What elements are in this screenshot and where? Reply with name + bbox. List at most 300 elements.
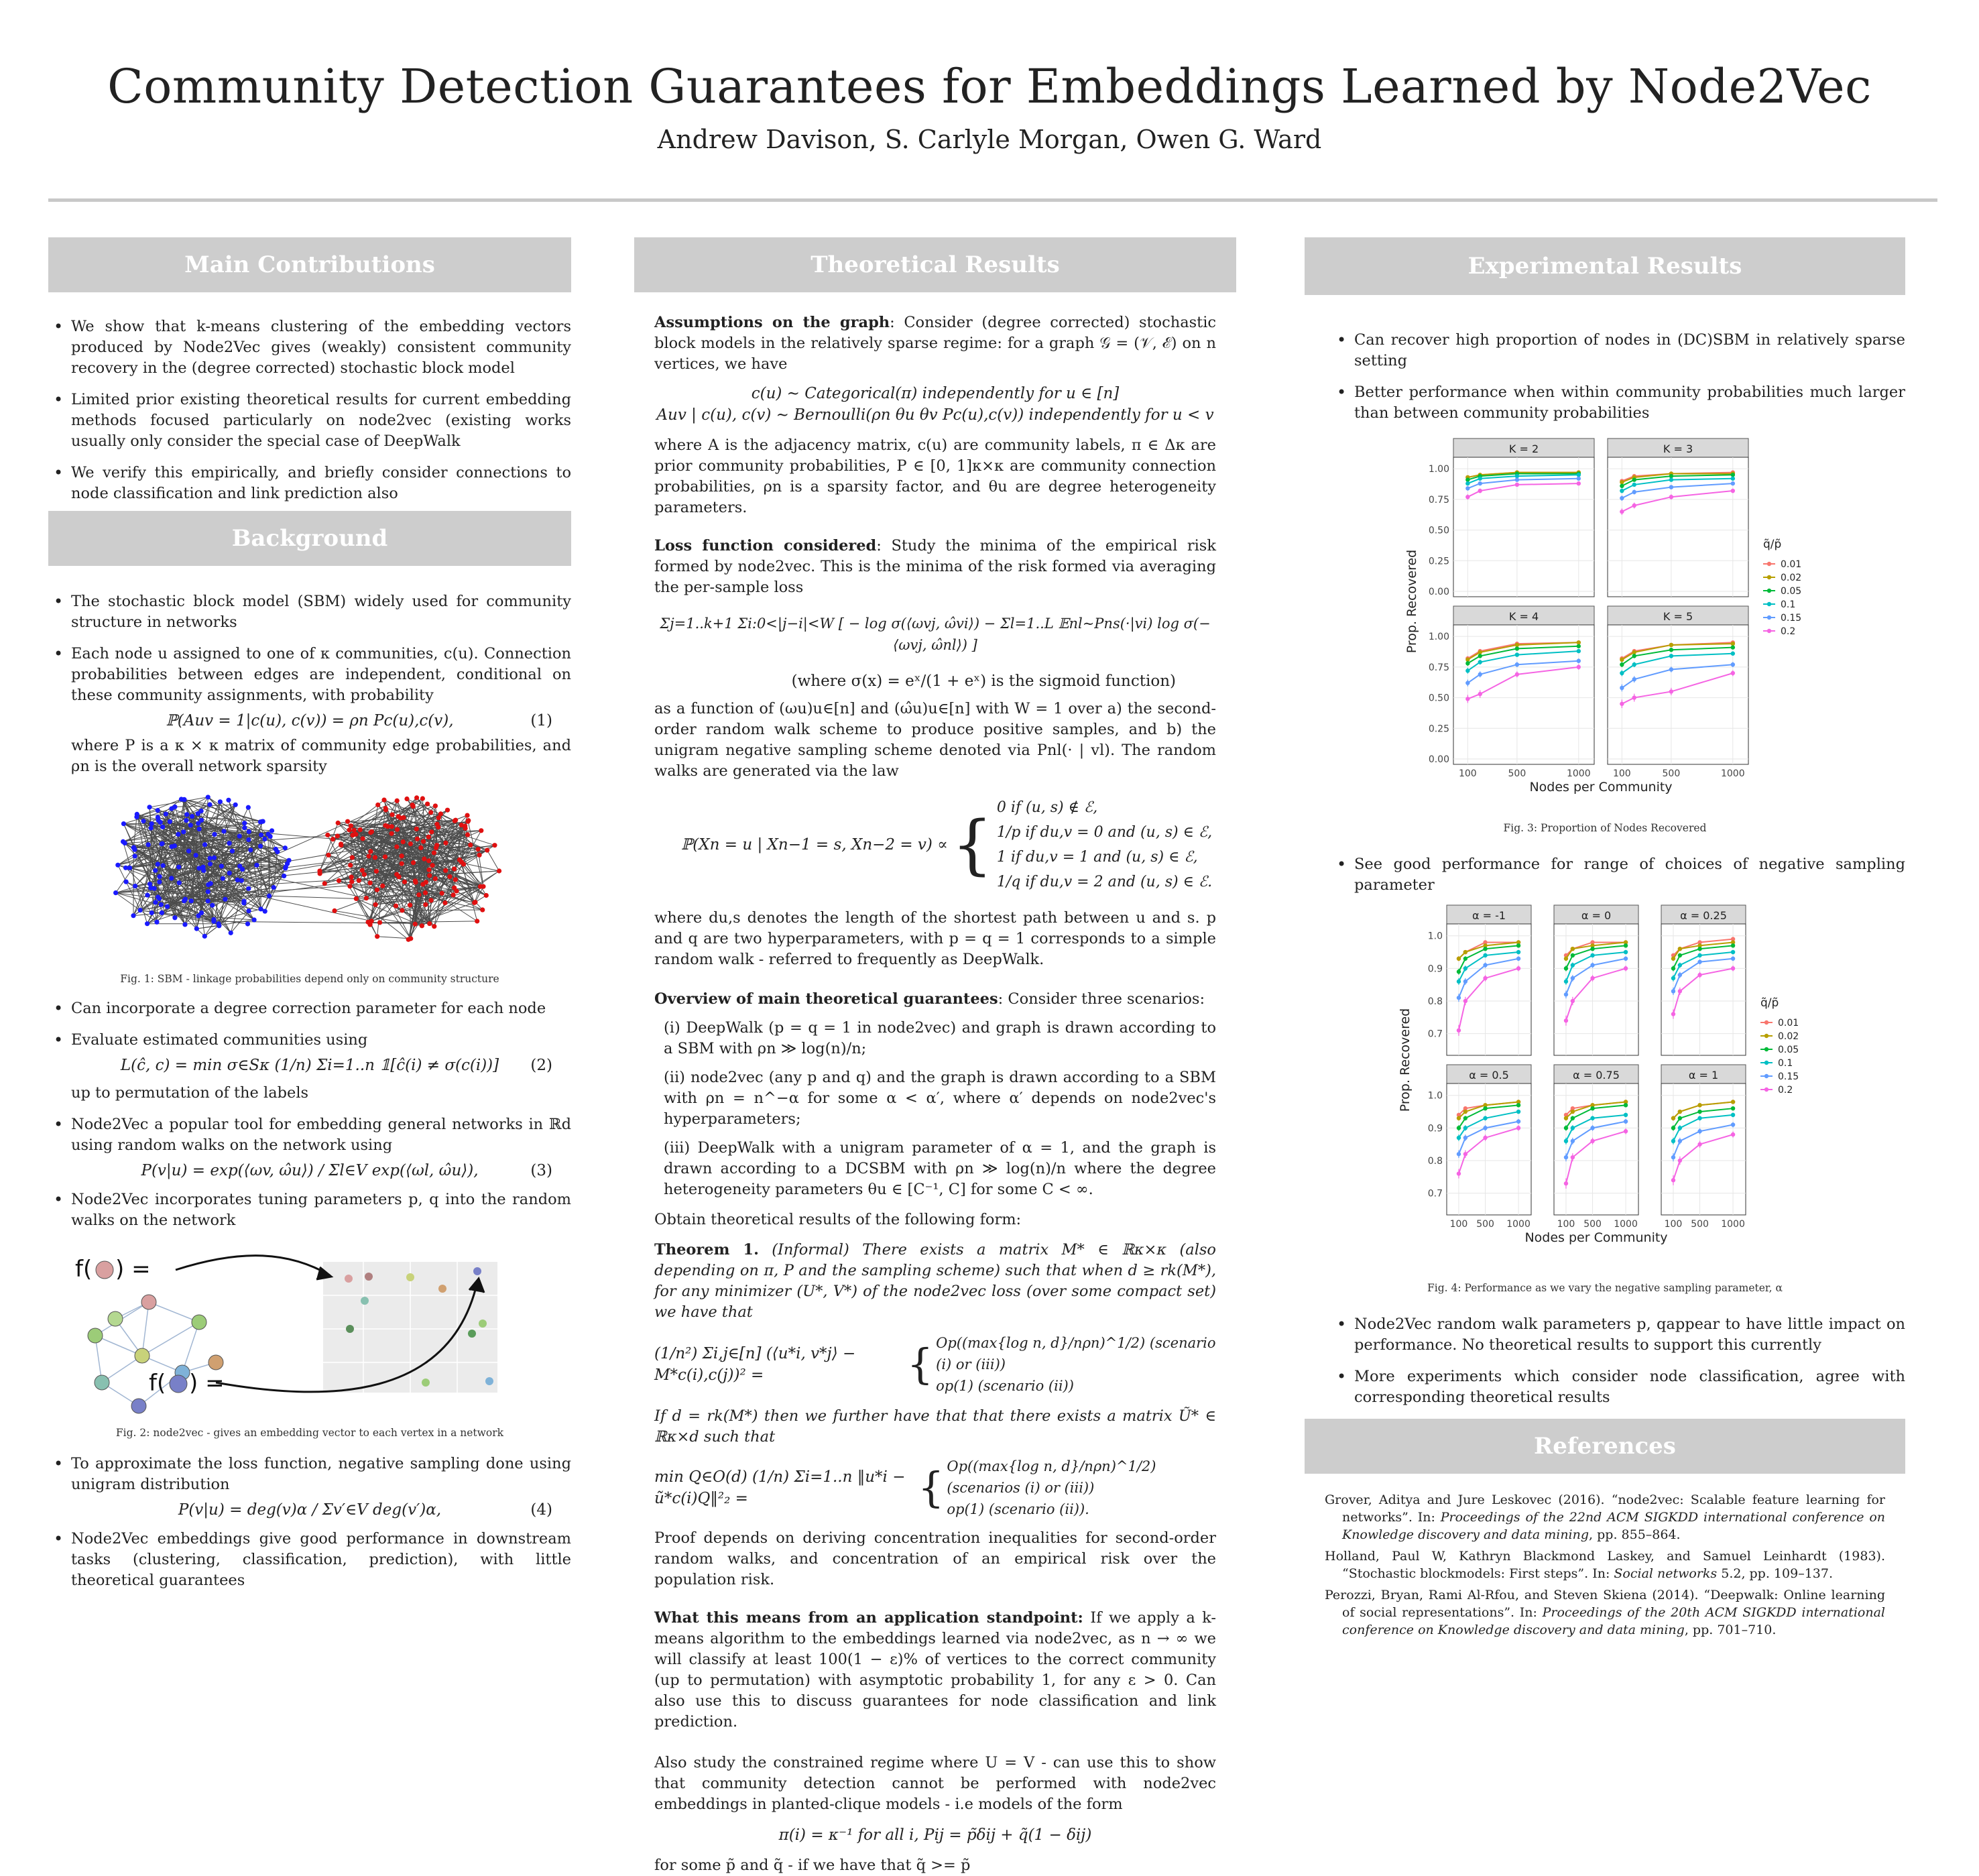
y-tick-label: 0.8 [1428,996,1443,1007]
network-node [358,827,363,832]
network-node [181,829,186,834]
network-node [373,855,377,860]
data-point [1697,973,1701,977]
network-node [477,853,481,858]
paragraph: Obtain theoretical results of the following form: [654,1210,1216,1230]
network-node [413,922,418,927]
network-node [168,819,172,824]
network-node [433,876,438,881]
bold-lead: Overview of main theoretical guarantees [654,990,998,1008]
case-line: Op((max{log n, d}/nρn)^1/2) (scenario (i) or (iii)) [936,1332,1216,1375]
data-point [1669,477,1673,481]
data-point [1678,1116,1682,1120]
network-node [400,908,404,913]
network-node [246,837,251,842]
loss-equation: Σj=1..k+1 Σi:0<|j−i|<W [ − log σ(⟨ωvj, ω̂vi⟩) − Σl=1..L 𝔼nl∼Pns(·|vi) log σ(−⟨ωvj, ω̂nl⟩) ] [654,613,1216,656]
network-node [361,836,365,841]
network-node [422,856,426,861]
data-point [1697,1116,1701,1120]
data-point [1669,474,1673,478]
reference-text: Perozzi, Bryan, Rami Al-Rfou, and Steven Skiena (2014). “Deepwalk: Online learning of social representations”. In: [1325,1588,1885,1620]
network-node [258,819,263,824]
network-node [190,814,194,819]
data-point [1678,1159,1682,1163]
equation-number: (2) [530,1055,552,1076]
y-tick-label: 0.8 [1428,1156,1443,1167]
bold-lead: Loss function considered [654,537,876,554]
data-point [1463,999,1467,1003]
equation-text: L(ĉ, c) = min σ∈Sκ (1/n) Σi=1..n 𝟙[ĉ(i) ≠ σ(c(i))] [121,1057,499,1074]
network-node [265,832,270,837]
function-label-1-end: ) = [115,1256,151,1283]
network-node [247,829,251,834]
scenario-list [654,1018,1216,1200]
network-node [258,843,263,848]
function-label-2: f( [149,1370,166,1397]
data-point [1697,1142,1701,1147]
data-point [1463,1116,1467,1120]
data-point [1516,1126,1520,1130]
network-node [325,833,330,837]
network-node [200,865,205,870]
network-node [182,797,186,802]
network-node [161,863,166,868]
left-column [48,237,571,1602]
network-node [194,927,199,931]
sbm-network-figure [48,786,571,968]
case-line: op(1) (scenario (ii)) [936,1375,1216,1397]
network-node [157,880,162,884]
data-point [1697,947,1701,951]
data-point [1483,1126,1487,1130]
legend-label: 0.02 [1781,573,1801,583]
data-point [1457,970,1461,974]
data-point [1515,483,1519,487]
data-point [1669,495,1673,499]
legend-label: 0.15 [1778,1071,1799,1082]
data-point [1577,665,1581,669]
data-point [1457,980,1461,984]
network-node [226,798,231,803]
data-point [1577,477,1581,481]
network-node [242,821,247,825]
network-node [227,871,232,876]
data-point [1620,702,1624,706]
data-point [1669,643,1673,647]
network-node [322,881,327,886]
case-line: op(1) (scenario (ii)). [947,1499,1216,1520]
data-point [1731,489,1735,493]
data-point [1564,1155,1568,1159]
network-node [394,844,399,849]
data-point [1465,697,1470,701]
data-point [1564,1018,1568,1022]
data-point [1731,1122,1735,1126]
network-node [212,856,217,860]
network-node [153,868,158,873]
network-node [401,839,406,844]
network-node [408,841,413,846]
scenario-item: (ii) node2vec (any p and q) and the graph is drawn according to a SBM with ρn = n^−α for some α < α′, where α′ depends on node2vec's hyperparameters; [664,1067,1216,1130]
network-node [242,825,247,830]
network-node [274,847,278,852]
network-node [134,815,139,819]
data-point [1678,989,1682,993]
legend-swatch-point [1764,1061,1768,1065]
network-node [383,854,387,859]
data-point [1515,474,1519,478]
network-node [160,825,165,829]
y-tick-label: 0.00 [1429,754,1449,765]
data-point [1465,481,1470,485]
network-node [447,874,452,879]
legend-label: 0.05 [1781,586,1801,597]
data-point [1515,477,1519,481]
network-node [202,842,207,847]
x-tick-label: 1000 [1567,768,1591,779]
paragraph: as a function of (ωu)u∈[n] and (ω̂u)u∈[n] with W = 1 over a) the second-order random walk scheme to produce positive samples, and b) the unigram negative sampling scheme denoted via Pnl(· | vl). The random walks are generated via the law [654,699,1216,782]
network-node [466,818,471,823]
equation-text: P(v|u) = deg(v)α / Σv′∈V deg(v′)α, [178,1501,441,1519]
network-node [207,802,212,807]
network-node [401,815,406,820]
data-point [1731,1106,1735,1110]
facet-label: K = 4 [1509,610,1539,623]
network-edge [269,896,357,898]
data-point [1463,1110,1467,1114]
network-node [389,812,394,817]
data-point [1465,495,1470,499]
data-point [1697,953,1701,957]
data-point [1678,953,1682,957]
data-point [1463,1126,1467,1130]
network-node [420,882,425,886]
paragraph-text: : Study the minima of the empirical risk formed by node2vec. This is the minima of the risk formed via averaging the per-sample loss [654,537,1216,596]
network-node [375,803,380,807]
data-point [1671,1116,1675,1120]
network-node [210,903,215,908]
network-node [362,872,367,877]
network-node [259,833,263,837]
data-point [1632,477,1636,481]
network-node [131,913,135,918]
network-node [196,821,200,825]
data-point [1678,963,1682,967]
background-list-5 [48,1454,571,1495]
x-tick-label: 1000 [1721,768,1745,779]
network-edge [487,850,499,871]
data-point [1624,943,1628,947]
list-item: • Can incorporate a degree correction parameter for each node [48,998,571,1019]
network-node [121,839,125,844]
network-node [420,923,424,928]
network-node [453,877,458,882]
data-point [1678,947,1682,951]
data-point [1516,1110,1520,1114]
paragraph: where P is a κ × κ matrix of community edge probabilities, and ρn is the overall network sparsity [48,736,571,777]
network-node [440,891,444,896]
paragraph: for some p̃ and q̃ - if we have that q̃ >= p̃ [654,1855,1216,1876]
network-node [402,880,407,884]
data-point [1457,1171,1461,1175]
assumptions-paragraph [654,312,1216,375]
network-node [347,884,352,888]
network-node [121,821,126,826]
network-node [206,882,211,887]
facet-label: α = 0.25 [1680,909,1727,922]
network-node [453,818,458,823]
network-node [153,900,158,904]
data-point [1731,481,1735,485]
data-point [1571,1126,1575,1130]
network-node [246,908,251,913]
data-point [1465,477,1470,481]
x-tick-label: 100 [1557,1219,1575,1230]
network-node [400,861,404,866]
data-point [1731,662,1735,666]
network-node [216,921,221,926]
network-node [189,898,194,903]
data-point [1669,654,1673,658]
network-node [451,892,456,897]
theorem-label: Theorem 1. [654,1241,759,1258]
paragraph: where A is the adjacency matrix, c(u) are community labels, π ∈ Δκ are prior community probabilities, P ∈ [0, 1]κ×κ are community connection probabilities, ρn is a sparsity factor, and θu are degree heterogeneity parameters. [654,435,1216,518]
network-node [426,835,431,839]
network-node [377,920,382,925]
network-node [443,868,448,873]
network-node [380,884,385,888]
brace: { [907,1344,933,1385]
data-point [1678,1110,1682,1114]
case-line: 1/q if du,v = 2 and (u, s) ∈ ℰ. [997,870,1212,894]
list-item: • Can recover high proportion of nodes in (DC)SBM in relatively sparse setting [1331,330,1905,371]
facet-label: K = 3 [1663,443,1693,455]
network-node [246,886,251,891]
data-point [1465,661,1470,665]
network-node [254,863,259,868]
network-node [235,878,240,882]
reference-pages: 5.2, pp. 109–137. [1717,1566,1833,1581]
legend-label: 0.02 [1778,1031,1799,1042]
network-node [423,890,428,895]
legend-swatch-point [1764,1088,1768,1092]
data-point [1571,953,1575,957]
theorem-text: (Informal) There exists a matrix M* ∈ ℝκ×κ (also depending on π, P and the sampling scheme) such that when d ≥ rk(M*), for any minimizer (U*, V*) of the node2vec loss (over some compact set) we have that [654,1241,1216,1321]
figure-caption: Fig. 4: Performance as we vary the negative sampling parameter, α [1305,1282,1905,1294]
network-node [211,919,216,924]
data-point [1577,644,1581,648]
network-node [132,847,137,852]
network-node [369,919,374,923]
network-node [427,873,432,878]
network-node [479,828,483,833]
data-point [1731,966,1735,970]
model-equation-2: Auv | c(u), c(v) ∼ Bernoulli(ρn θu θv Pc(u),c(v)) independently for u < v [654,404,1216,426]
reference-text: Holland, Paul W, Kathryn Blackmond Laskey, and Samuel Leinhardt (1983). “Stochastic blockmodels: First steps”. In: [1325,1549,1885,1581]
network-node [188,823,193,827]
network-node [345,819,350,824]
data-point [1624,957,1628,961]
theorem-statement [654,1240,1216,1323]
network-node [336,821,341,825]
network-node [347,827,351,832]
node-glyph [96,1261,113,1279]
reference-item [1325,1547,1885,1582]
network-node [127,866,132,870]
data-point [1671,989,1675,993]
paragraph: Proof depends on deriving concentration inequalities for second-order random walks, and concentration of an empirical risk over the population risk. [654,1528,1216,1590]
network-node [364,896,369,900]
y-tick-label: 0.00 [1429,587,1449,597]
data-point [1671,1012,1675,1016]
y-tick-label: 1.00 [1429,632,1449,642]
application-paragraph [654,1608,1216,1733]
legend-swatch-point [1764,1074,1768,1078]
network-node [414,827,419,831]
data-point [1478,672,1482,677]
network-node [156,862,160,866]
network-node [160,841,164,846]
data-point [1571,1116,1575,1120]
data-point [1478,692,1482,696]
data-point [1731,943,1735,947]
network-node [156,815,160,819]
data-point [1671,957,1675,961]
network-node [230,849,235,854]
network-node [492,843,497,847]
network-node [184,812,189,817]
y-tick-label: 0.25 [1429,723,1449,734]
facet-label: K = 5 [1663,610,1693,623]
data-point [1478,654,1482,658]
network-node [433,803,438,808]
network-node [164,811,168,816]
data-point [1465,668,1470,672]
data-point [1671,1155,1675,1159]
figure-caption: Fig. 2: node2vec - gives an embedding vector to each vertex in a network [48,1427,571,1439]
legend-swatch-point [1767,589,1771,593]
network-node [221,876,225,881]
network-node [115,863,120,868]
data-point [1457,1136,1461,1140]
case-line: 1 if du,v = 1 and (u, s) ∈ ℰ, [997,845,1212,870]
data-point [1590,1139,1594,1143]
network-node [375,888,379,892]
data-point [1731,950,1735,954]
network-node [229,931,233,935]
network-node [221,829,226,833]
background-list-4 [48,1189,571,1231]
data-point [1478,489,1482,493]
network-node [133,884,137,888]
network-node [283,866,288,870]
list-item: • See good performance for range of choices of negative sampling parameter [1331,854,1905,896]
network-node [219,864,224,868]
equation-1 [48,710,571,731]
network-node [389,824,394,829]
network-node [196,913,200,918]
network-node [282,874,286,878]
list-item: • Node2Vec a popular tool for embedding general networks in ℝd using random walks on the network using [48,1114,571,1156]
reference-text: Grover, Aditya and Jure Leskovec (2016). “node2vec: Scalable feature learning for networks”. In: [1325,1492,1885,1525]
data-point [1671,1178,1675,1182]
data-point [1457,1116,1461,1120]
data-point [1590,976,1594,980]
network-node [408,902,412,907]
legend-swatch-point [1767,575,1771,579]
network-node [442,900,447,905]
list-item: • Evaluate estimated communities using [48,1030,571,1051]
paragraph: Also study the constrained regime where U = V - can use this to show that community detection cannot be performed with node2vec embeddings in planted-clique models - i.e models of the form [654,1753,1216,1815]
equation-2 [48,1055,571,1076]
sigmoid-note: (where σ(x) = eˣ/(1 + eˣ) is the sigmoid function) [654,670,1216,692]
data-point [1671,966,1675,970]
data-point [1571,963,1575,967]
y-tick-label: 1.00 [1429,464,1449,475]
list-item: • Node2Vec embeddings give good performance in downstream tasks (clustering, classification, prediction), with little theoretical guarantees [48,1529,571,1591]
data-point [1620,480,1624,484]
network-node [240,867,245,872]
network-node [421,839,426,843]
y-tick-label: 1.0 [1428,931,1443,942]
network-node [411,860,416,865]
reference-venue: Proceedings of the 22nd ACM SIGKDD international conference on Knowledge discovery and data mining [1342,1510,1885,1542]
data-point [1590,1126,1594,1130]
network-node [176,832,180,837]
network-node [207,856,212,860]
data-point [1669,689,1673,693]
network-node [348,863,353,868]
network-node [425,801,430,806]
network-node [206,889,211,894]
data-point [1731,1132,1735,1136]
data-point [1571,1110,1575,1114]
list-item: • We show that k-means clustering of the embedding vectors produced by Node2Vec gives (weakly) consistent community recovery in the (degree corrected) stochastic block model [48,316,571,379]
data-point [1483,953,1487,957]
network-node [428,898,433,902]
background-list-6 [48,1529,571,1591]
data-point [1515,662,1519,666]
network-node [172,843,177,848]
network-node [267,894,272,898]
network-node [478,884,483,889]
data-point [1731,1100,1735,1104]
network-node [262,837,267,841]
facet-label: α = 0.5 [1469,1069,1509,1081]
facet-label: α = -1 [1472,909,1506,922]
network-node [360,868,365,873]
data-point [1678,1139,1682,1143]
network-node [350,855,355,860]
network-node [373,902,378,907]
legend-swatch-point [1764,1034,1768,1038]
network-node [484,893,489,898]
network-node [432,850,436,855]
data-point [1731,642,1735,646]
network-node [465,813,469,817]
data-point [1515,646,1519,650]
network-node [337,878,341,883]
legend-swatch-point [1767,615,1771,620]
data-point [1457,957,1461,961]
network-node [415,837,420,841]
network-node [123,880,128,884]
data-point [1515,672,1519,677]
node-glyph [170,1375,187,1393]
legend-label: 0.2 [1778,1085,1793,1096]
paragraph: where du,s denotes the length of the shortest path between u and s. p and q are two hyperparameters, with p = q = 1 corresponds to a simple random walk - referred to frequently as DeepWalk. [654,908,1216,970]
legend-label: 0.2 [1781,626,1795,637]
